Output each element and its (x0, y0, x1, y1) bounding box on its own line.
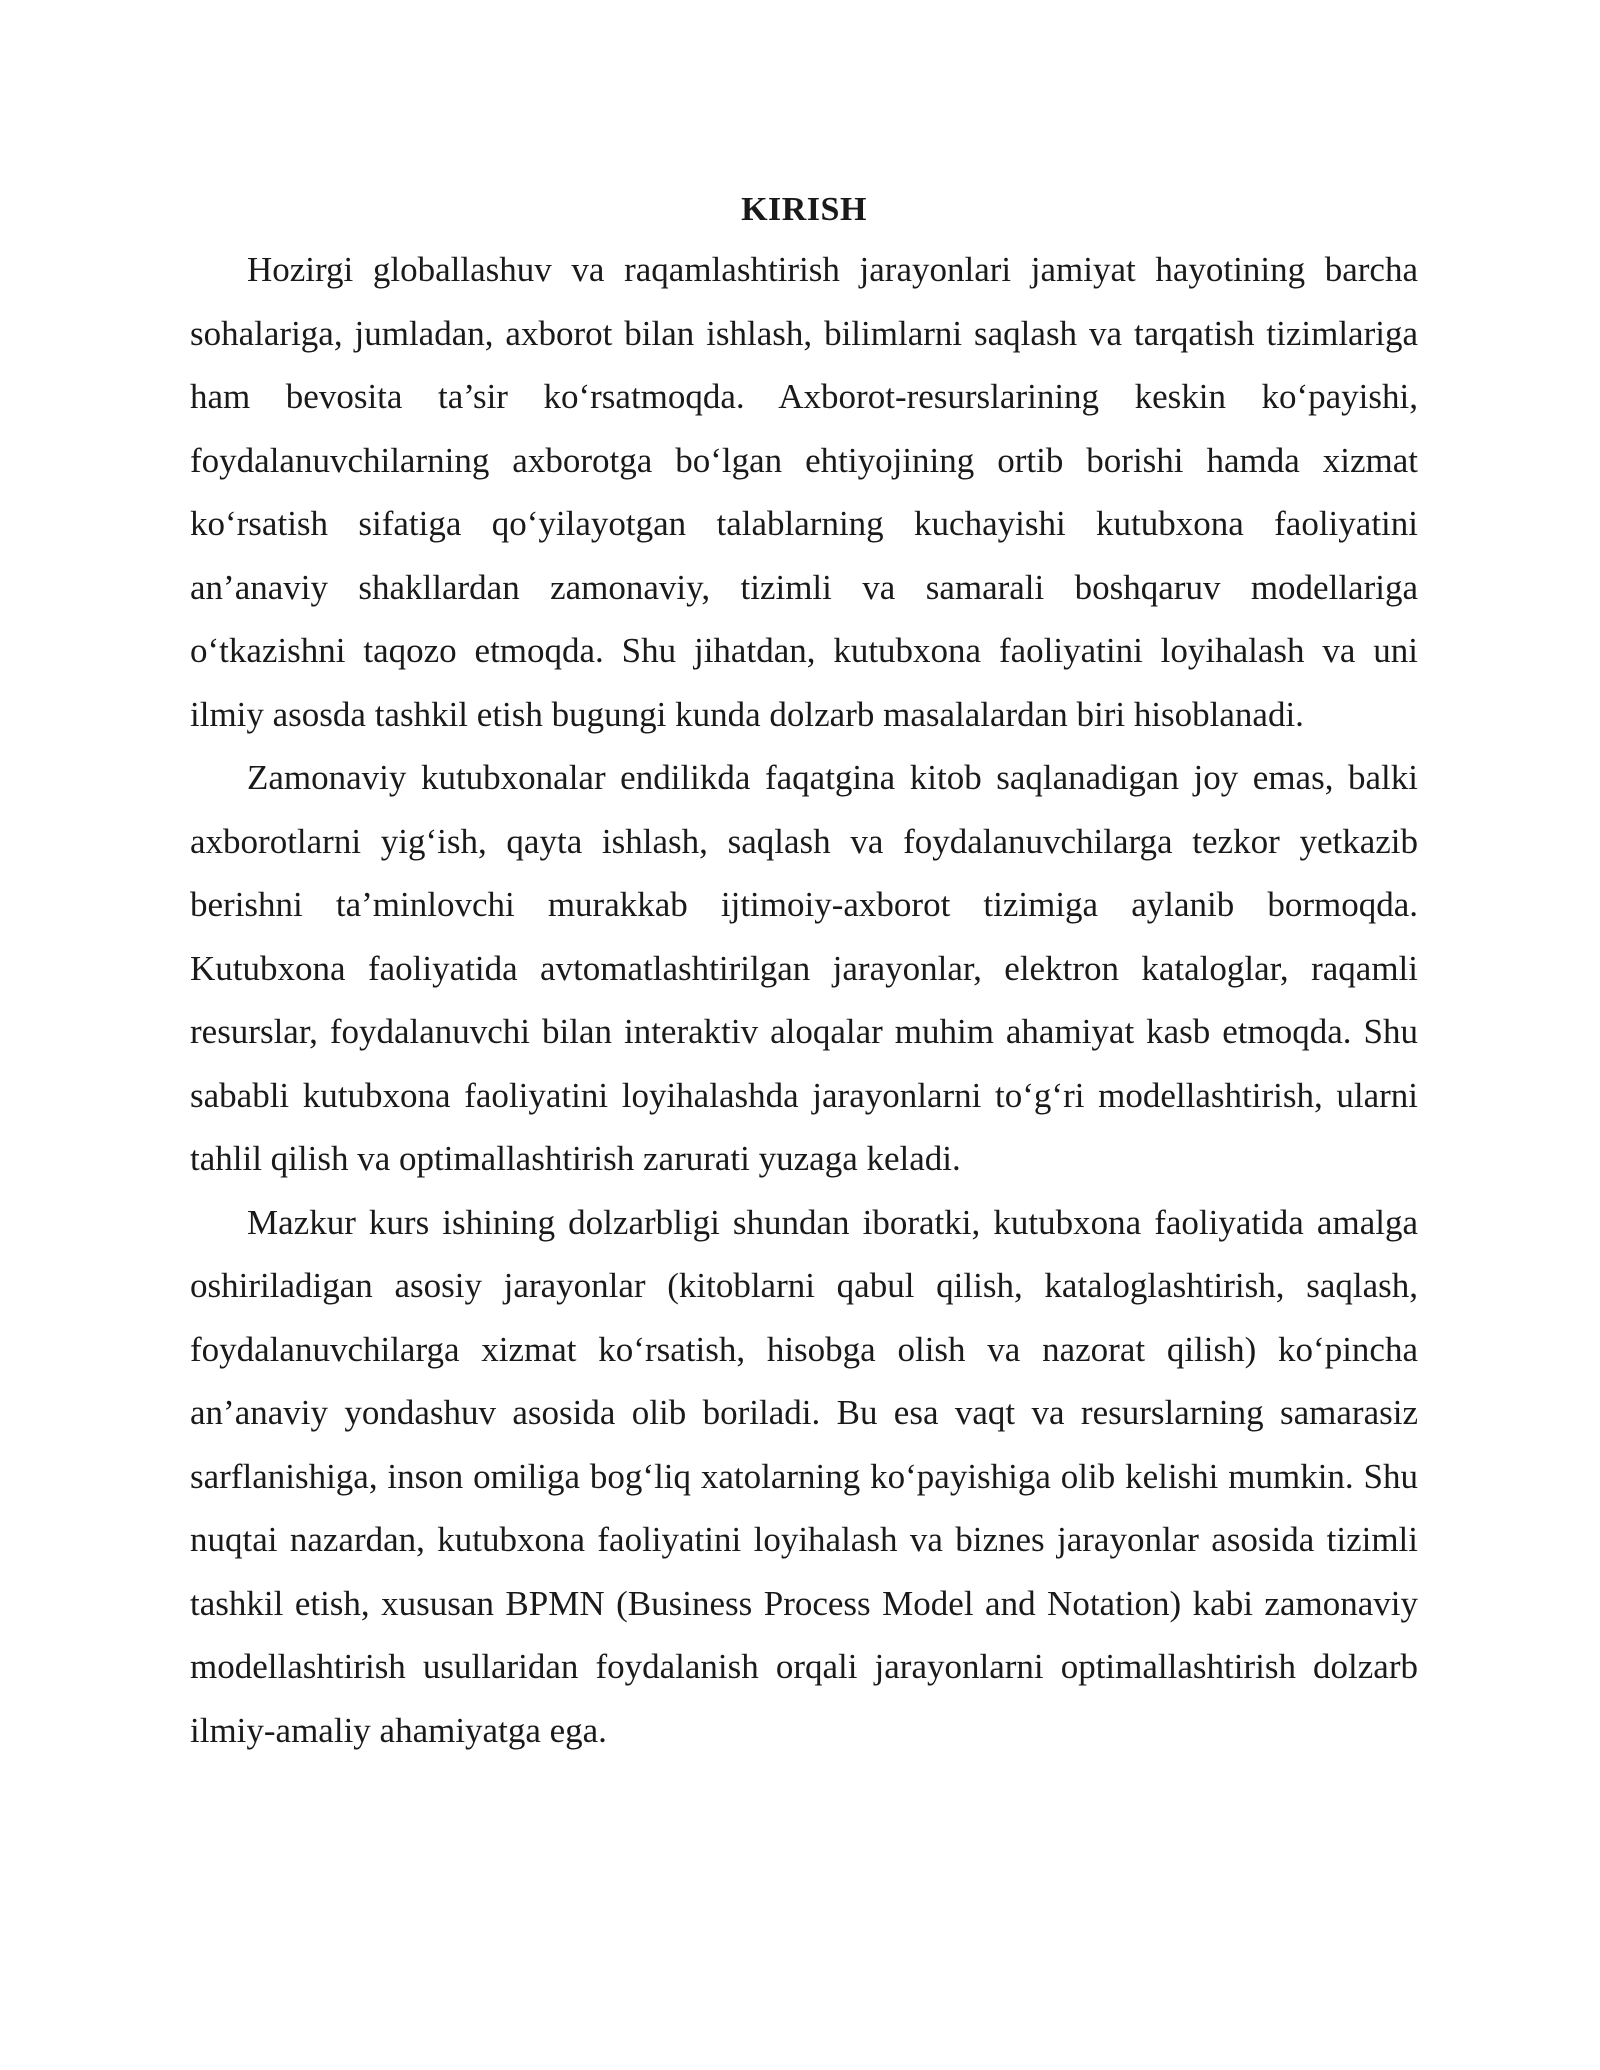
document-content (190, 190, 1418, 1762)
paragraph-1: Hozirgi globallashuv va raqamlashtirish jarayonlari jamiyat hayotining barcha sohalariga, jumladan, axborot bilan ishlash, bilimlarni saqlash va tarqatish tizimlariga ham bevosita ta’sir ko‘rsatmoqda. Axborot-resurslarining keskin ko‘payishi, foydalanuvchilarning axborotga bo‘lgan ehtiyojining ortib borishi hamda xizmat ko‘rsatish sifatiga qo‘yilayotgan talablarning kuchayishi kutubxona faoliyatini an’anaviy shakllardan zamonaviy, tizimli va samarali boshqaruv modellariga o‘tkazishni taqozo etmoqda. Shu jihatdan, kutubxona faoliyatini loyihalash va uni ilmiy asosda tashkil etish bugungi kunda dolzarb masalalardan biri hisoblanadi. (190, 250, 1418, 734)
paragraph-3: Mazkur kurs ishining dolzarbligi shundan iboratki, kutubxona faoliyatida amalga oshiriladigan asosiy jarayonlar (kitoblarni qabul qilish, kataloglashtirish, saqlash, foydalanuvchilarga xizmat ko‘rsatish, hisobga olish va nazorat qilish) ko‘pincha an’anaviy yondashuv asosida olib boriladi. Bu esa vaqt va resurslarning samarasiz sarflanishiga, inson omiliga bog‘liq xatolarning ko‘payishiga olib kelishi mumkin. Shu nuqtai nazardan, kutubxona faoliyatini loyihalash va biznes jarayonlar asosida tizimli tashkil etish, xususan BPMN (Business Process Model and Notation) kabi zamonaviy modellashtirish usullaridan foydalanish orqali jarayonlarni optimallashtirish dolzarb ilmiy-amaliy ahamiyatga ega. (190, 1202, 1418, 1750)
section-title: KIRISH (741, 191, 867, 228)
paragraph-2: Zamonaviy kutubxonalar endilikda faqatgina kitob saqlanadigan joy emas, balki axborotlarni yig‘ish, qayta ishlash, saqlash va foydalanuvchilarga tezkor yetkazib berishni ta’minlovchi murakkab ijtimoiy-axborot tizimiga aylanib bormoqda. Kutubxona faoliyatida avtomatlashtirilgan jarayonlar, elektron kataloglar, raqamli resurslar, foydalanuvchi bilan interaktiv aloqalar muhim ahamiyat kasb etmoqda. Shu sababli kutubxona faoliyatini loyihalashda jarayonlarni to‘g‘ri modellashtirish, ularni tahlil qilish va optimallashtirish zarurati yuzaga keladi. (190, 758, 1418, 1178)
